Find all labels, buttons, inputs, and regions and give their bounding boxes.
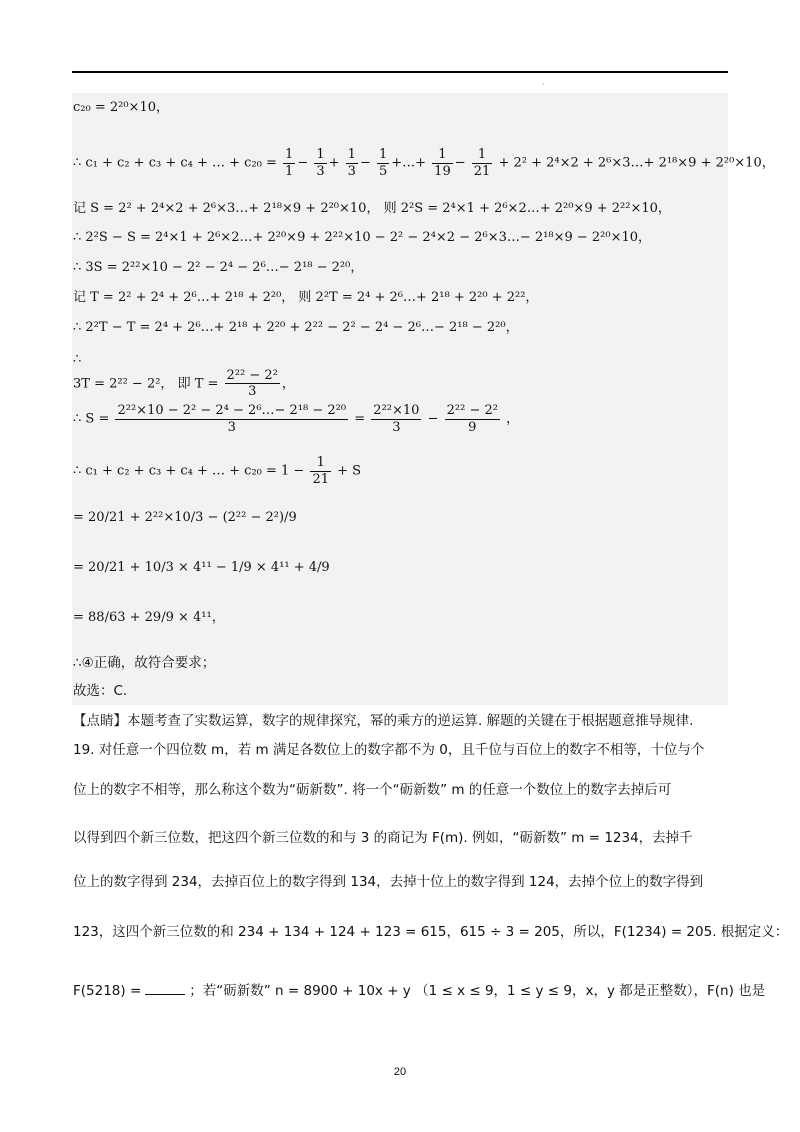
one-over-21: $\frac{1}{21}$ bbox=[312, 455, 330, 487]
answer-line: 故选：C. bbox=[73, 683, 128, 699]
t-fraction: $\frac{\text{2²² − 2²}}{3}$ bbox=[226, 367, 278, 400]
therefore-mark: ∴ bbox=[73, 352, 82, 367]
solution-line-6: 记 T = 2² + 2⁴ + 2⁶…+ 2¹⁸ + 2²⁰， 则 2²T = 2⁴ + 2⁶…+ 2¹⁸ + 2²⁰ + 2²²， bbox=[73, 290, 539, 305]
solution-line-1: c₂₀ = 2²⁰×10， bbox=[73, 100, 169, 115]
s-fraction-1: $\frac{\text{2²²×10 − 2² − 2⁴ − 2⁶…− 2¹⁸ − 2²⁰}}{3}$ bbox=[117, 403, 347, 435]
problem-19-line-6 bbox=[73, 983, 766, 1000]
s-fraction-2: $\frac{\text{2²²×10}}{3}$ bbox=[373, 403, 420, 435]
conclusion-line: ∴④正确，故符合要求； bbox=[73, 655, 216, 671]
solution-line-9: ∴ S = $\frac{\text{2²²×10 − 2² − 2⁴ − 2⁶…− 2¹⁸ − 2²⁰}}{3}$ = $\frac{\text{2²²×10}}{3}$ − $\frac{\text{2²² − 2²}}{9}$ ， bbox=[73, 403, 520, 435]
fraction-1-19: $\frac{1}{19}$ bbox=[434, 147, 451, 179]
fraction-1-5: $\frac{1}{5}$ bbox=[378, 147, 388, 179]
page-number: 20 bbox=[393, 1066, 407, 1078]
solution-line-5: ∴ 3S = 2²²×10 − 2² − 2⁴ − 2⁶…− 2¹⁸ − 2²⁰， bbox=[73, 260, 364, 275]
solution-line-10: ∴ c₁ + c₂ + c₃ + c₄ + … + c₂₀ = 1 − $\frac{1}{21}$ + S bbox=[73, 455, 362, 487]
problem-19-line-5: 123，这四个新三位数的和 234 + 134 + 124 + 123 = 615，615 ÷ 3 = 205，所以，F(1234) = 205. 根据定义： bbox=[73, 924, 789, 940]
t-equation: 3T = 2²² − 2²， 即 T = bbox=[73, 376, 219, 392]
header-mark: · bbox=[542, 80, 545, 89]
solution-line-8: ∴ 3T = 2²² − 2²， 即 T = $\frac{\text{2²² − 2²}}{3}$ ， bbox=[73, 352, 295, 400]
solution-line-13: = 88/63 + 29/9 × 4¹¹， bbox=[73, 610, 225, 625]
fraction-1-21: $\frac{1}{21}$ bbox=[473, 147, 491, 179]
answer-blank[interactable] bbox=[145, 994, 185, 995]
solution-line-2: ∴ c₁ + c₂ + c₃ + c₄ + … + c₂₀ = $\frac{1}{1}$ − $\frac{1}{3}$ + $\frac{1}{3}$ − $\frac{1}{5}$ +…+ $\frac{1}{19}$ − $\frac{1}{21}$ + 2² + 2⁴×2 + 2⁶×3…+ 2¹⁸×9 + 2²⁰×10， bbox=[73, 147, 775, 179]
problem-19-continuation: ；若“砺新数” n = 8900 + 10x + y （1 ≤ x ≤ 9，1 ≤ y ≤ 9，x，y 都是正整数），F(n) 也是 bbox=[189, 983, 766, 999]
fraction-1-3: $\frac{1}{3}$ bbox=[316, 147, 325, 179]
s-fraction-3: $\frac{\text{2²² − 2²}}{9}$ bbox=[446, 403, 498, 435]
problem-19-line-3: 以得到四个新三位数，把这四个新三位数的和与 3 的商记为 F(m). 例如，“砺新数” m = 1234，去掉千 bbox=[73, 830, 693, 846]
solution-line-7: ∴ 2²T − T = 2⁴ + 2⁶…+ 2¹⁸ + 2²⁰ + 2²² − 2² − 2⁴ − 2⁶…− 2¹⁸ − 2²⁰， bbox=[73, 320, 519, 335]
f5218-label: F(5218) = bbox=[73, 983, 142, 999]
solution-line-4: ∴ 2²S − S = 2⁴×1 + 2⁶×2…+ 2²⁰×9 + 2²²×10 − 2² − 2⁴×2 − 2⁶×3…− 2¹⁸×9 − 2²⁰×10， bbox=[73, 230, 652, 245]
solution-line-3: 记 S = 2² + 2⁴×2 + 2⁶×3…+ 2¹⁸×9 + 2²⁰×10， 则 2²S = 2⁴×1 + 2⁶×2…+ 2²⁰×9 + 2²²×10， bbox=[73, 201, 671, 216]
header-rule bbox=[72, 71, 728, 73]
solution-line-11: = 20/21 + 2²²×10/3 − (2²² − 2²)/9 bbox=[73, 510, 297, 525]
sum-rest: + 2² + 2⁴×2 + 2⁶×3…+ 2¹⁸×9 + 2²⁰×10， bbox=[498, 155, 775, 171]
fraction-1-1: $\frac{1}{1}$ bbox=[285, 147, 294, 179]
problem-19-line-1: 19. 对任意一个四位数 m，若 m 满足各数位上的数字都不为 0，且千位与百位上的数字不相等，十位与个 bbox=[73, 742, 705, 758]
problem-19-line-4: 位上的数字得到 234，去掉百位上的数字得到 134，去掉十位上的数字得到 124，去掉个位上的数字得到 bbox=[73, 874, 704, 890]
comment-line: 【点睛】本题考查了实数运算，数字的规律探究，幂的乘方的逆运算. 解题的关键在于根据题意推导规律. bbox=[73, 713, 694, 729]
fraction-1-3b: $\frac{1}{3}$ bbox=[347, 147, 356, 179]
solution-line-12: = 20/21 + 10/3 × 4¹¹ − 1/9 × 4¹¹ + 4/9 bbox=[73, 560, 330, 575]
sum-lhs: ∴ c₁ + c₂ + c₃ + c₄ + … + c₂₀ = bbox=[73, 155, 282, 171]
problem-19-line-2: 位上的数字不相等，那么称这个数为“砺新数”. 将一个“砺新数” m 的任意一个数位上的数字去掉后可 bbox=[73, 782, 672, 798]
